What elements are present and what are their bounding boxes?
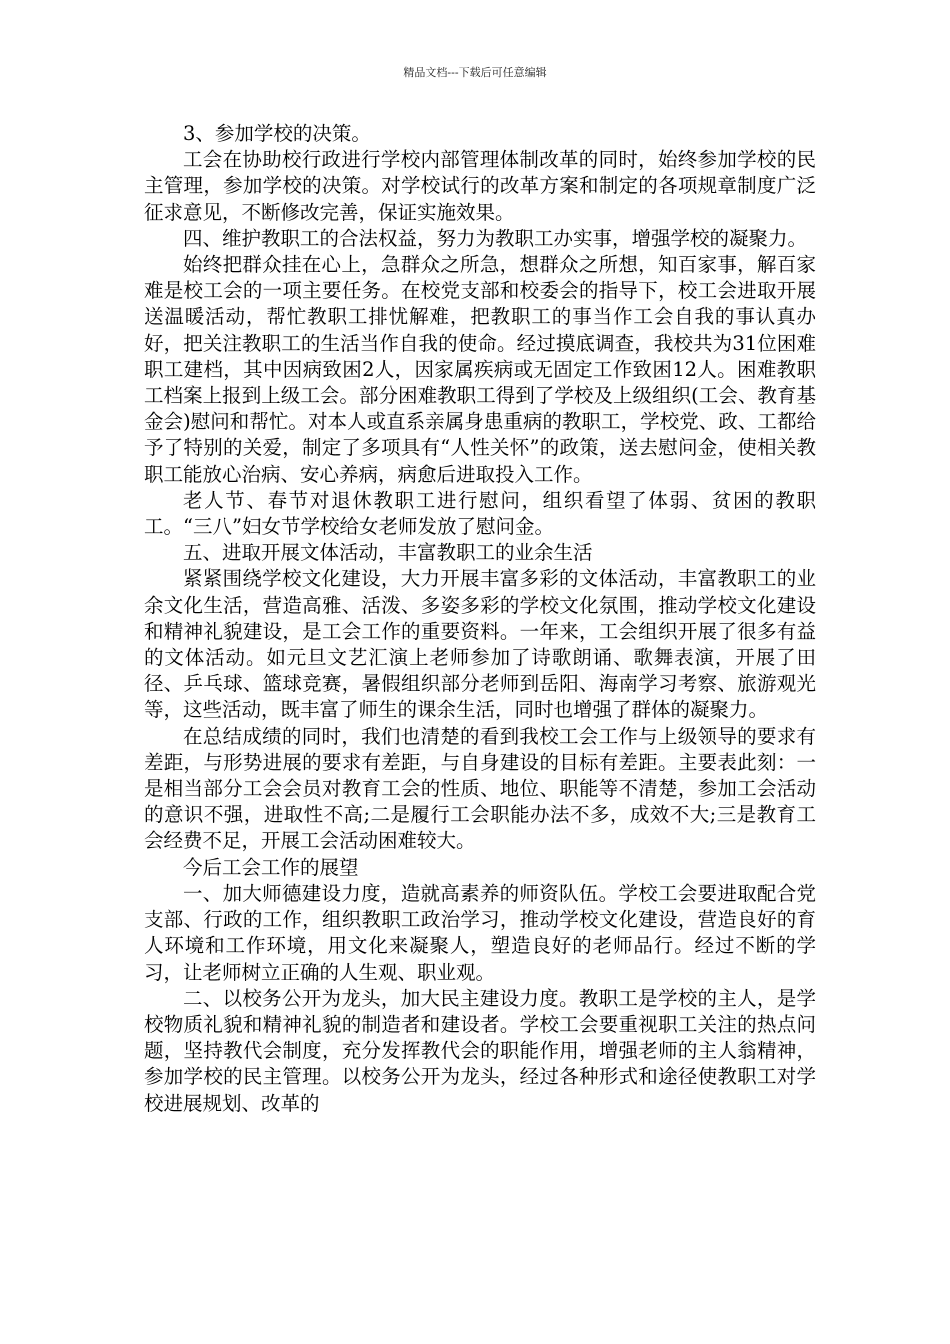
paragraph-outlook-democracy: 二、以校务公开为龙头，加大民主建设力度。教职工是学校的主人，是学校物质礼貌和精神礼貌的制造者和建设者。学校工会要重视职工关注的热点问题，坚持教代会制度，充分发挥教代会的职能作用，增强老师的主人翁精神，参加学校的民主管理。以校务公开为龙头，经过各种形式和途径使教职工对学校进展规划、改革的: [144, 986, 816, 1115]
paragraph-decision-heading: 3、参加学校的决策。: [183, 122, 371, 145]
paragraph-activities-body: 紧紧围绕学校文化建设，大力开展丰富多彩的文体活动，丰富教职工的业余文化生活，营造高雅、活泼、多姿多彩的学校文化氛围，推动学校文化建设和精神礼貌建设，是工会工作的重要资料。一年来，工会组织开展了很多有益的文体活动。如元旦文艺汇演上老师参加了诗歌朗诵、歌舞表演，开展了田径、乒乓球、篮球竞赛，暑假组织部分老师到岳阳、海南学习考察、旅游观光等，这些活动，既丰富了师生的课余生活，同时也增强了群体的凝聚力。: [144, 567, 816, 722]
document-body: [144, 121, 816, 1117]
paragraph-rights-body: 始终把群众挂在心上，急群众之所急，想群众之所想，知百家事，解百家难是校工会的一项主要任务。在校党支部和校委会的指导下，校工会进取开展送温暖活动，帮忙教职工排忧解难，把教职工的事当作工会自我的事认真办好，把关注教职工的生活当作自我的使命。经过摸底调查，我校共为31位困难职工建档，其中因病致困2人，因家属疾病或无固定工作致困12人。困难教职工档案上报到上级工会。部分困难教职工得到了学校及上级组织(工会、教育基金会)慰问和帮忙。对本人或直系亲属身患重病的教职工，学校党、政、工都给予了特别的关爱，制定了多项具有“人性关怀”的政策，送去慰问金，使相关教职工能放心治病、安心养病，病愈后进取投入工作。: [144, 253, 816, 486]
paragraph-outlook-heading: 今后工会工作的展望: [183, 855, 359, 879]
paragraph-shortcomings: 在总结成绩的同时，我们也清楚的看到我校工会工作与上级领导的要求有差距，与形势进展的要求有差距，与自身建设的目标有差距。主要表此刻：一是相当部分工会会员对教育工会的性质、地位、职能等不清楚，参加工会活动的意识不强，进取性不高;二是履行工会职能办法不多，成效不大;三是教育工会经费不足，开展工会活动困难较大。: [144, 724, 816, 853]
paragraph-decision-body: 工会在协助校行政进行学校内部管理体制改革的同时，始终参加学校的民主管理，参加学校的决策。对学校试行的改革方案和制定的各项规章制度广泛征求意见，不断修改完善，保证实施效果。: [144, 148, 816, 224]
paragraph-outlook-ethics: 一、加大师德建设力度，造就高素养的师资队伍。学校工会要进取配合党支部、行政的工作，组织教职工政治学习，推动学校文化建设，营造良好的育人环境和工作环境，用文化来凝聚人，塑造良好的老师品行。经过不断的学习，让老师树立正确的人生观、职业观。: [144, 881, 816, 984]
paragraph-retiree-care: 老人节、春节对退休教职工进行慰问，组织看望了体弱、贫困的教职工。“三八”妇女节学校给女老师发放了慰问金。: [144, 488, 816, 539]
paragraph-rights-heading: 四、维护教职工的合法权益，努力为教职工办实事，增强学校的凝聚力。: [183, 226, 808, 250]
paragraph-activities-heading: 五、进取开展文体活动，丰富教职工的业余生活: [183, 541, 593, 565]
page-header: 精品文档---下载后可任意编辑: [403, 66, 547, 79]
